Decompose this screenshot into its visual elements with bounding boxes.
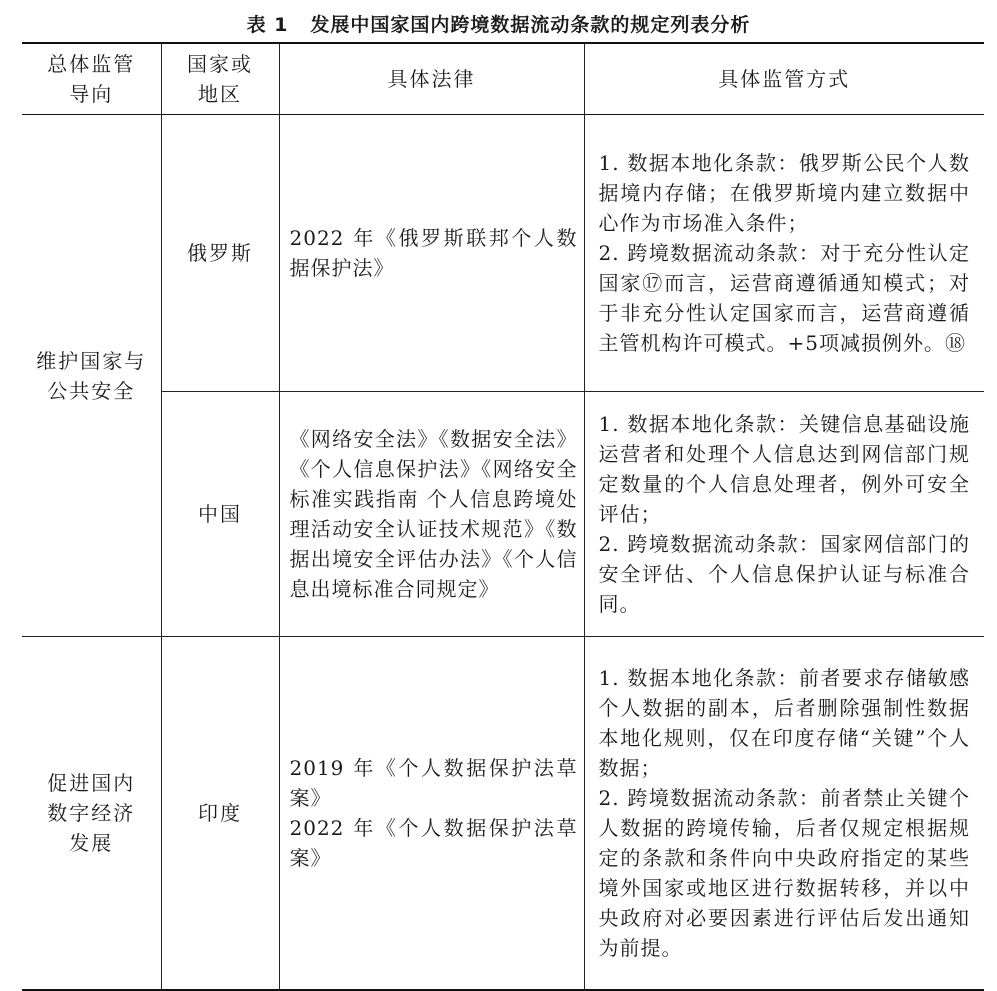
- law-cell: [279, 637, 584, 991]
- regulation-table: [22, 42, 984, 991]
- orientation-cell: 维护国家与公共安全: [22, 115, 161, 637]
- header-country: 国家或地区: [161, 43, 279, 115]
- law-line: 2022 年《俄罗斯联邦个人数据保护法》: [289, 226, 578, 280]
- table-row: [22, 115, 984, 392]
- table-row: [22, 637, 984, 991]
- table-row: [22, 392, 984, 637]
- method-line: 2. 跨境数据流动条款：国家网信部门的安全评估、个人信息保护认证与标准合同。: [598, 532, 970, 616]
- country-cell: 俄罗斯: [161, 115, 279, 392]
- table-title: 发展中国家国内跨境数据流动条款的规定列表分析: [310, 14, 751, 36]
- table-number: 表 1: [246, 14, 289, 36]
- method-line: 1. 数据本地化条款：俄罗斯公民个人数据境内存储；在俄罗斯境内建立数据中心作为市场准入条件；: [598, 151, 970, 235]
- method-cell: [584, 637, 984, 991]
- country-cell: 印度: [161, 637, 279, 991]
- law-line: 2019 年《个人数据保护法草案》: [289, 756, 578, 810]
- method-cell: [584, 392, 984, 637]
- orientation-cell: 促进国内数字经济发展: [22, 637, 161, 991]
- method-line: 2. 跨境数据流动条款：对于充分性认定国家⑰而言，运营商遵循通知模式；对于非充分性认定国家而言，运营商遵循主管机构许可模式。+5项减损例外。⑱: [598, 241, 970, 355]
- header-orientation: 总体监管导向: [22, 43, 161, 115]
- law-line: 《网络安全法》《数据安全法》《个人信息保护法》《网络安全标准实践指南 个人信息跨境处理活动安全认证技术规范》《数据出境安全评估办法》《个人信息出境标准合同规定》: [289, 427, 578, 601]
- method-line: 2. 跨境数据流动条款：前者禁止关键个人数据的跨境传输，后者仅规定根据规定的条款和条件向中央政府指定的某些境外国家或地区进行数据转移，并以中央政府对必要因素进行评估后发出通知为前提。: [598, 786, 970, 960]
- method-cell: [584, 115, 984, 392]
- header-law: 具体法律: [279, 43, 584, 115]
- country-cell: 中国: [161, 392, 279, 637]
- header-method: 具体监管方式: [584, 43, 984, 115]
- table-caption: [0, 10, 997, 37]
- law-cell: [279, 392, 584, 637]
- law-cell: [279, 115, 584, 392]
- method-line: 1. 数据本地化条款：关键信息基础设施运营者和处理个人信息达到网信部门规定数量的个人信息处理者，例外可安全评估；: [598, 412, 970, 526]
- table-header-row: [22, 43, 984, 115]
- method-line: 1. 数据本地化条款：前者要求存储敏感个人数据的副本，后者删除强制性数据本地化规则，仅在印度存储“关键”个人数据；: [598, 666, 970, 780]
- law-line: 2022 年《个人数据保护法草案》: [289, 816, 578, 870]
